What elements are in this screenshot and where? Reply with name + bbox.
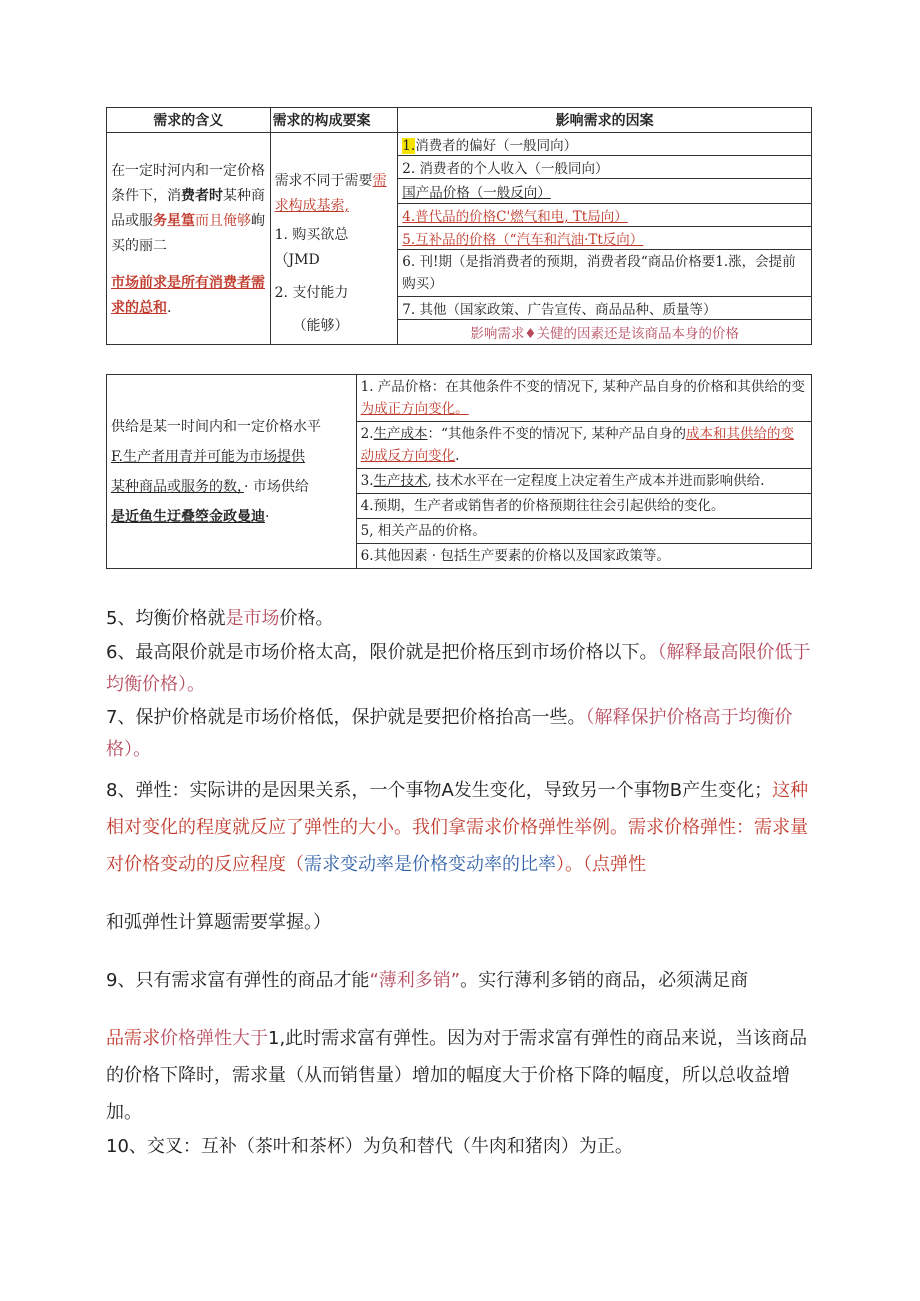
paragraph-9-cont xyxy=(106,1020,818,1131)
supply-num: 3. xyxy=(360,473,374,489)
factor-row: 4.普代品的价格C'燃气和电, Tt局向） xyxy=(398,204,812,227)
supply-factor-row: 5, 相关产品的价格。 xyxy=(356,519,811,544)
supply-table xyxy=(106,374,812,569)
header-meaning: 需求的含义 xyxy=(107,108,271,133)
factor-row: 6. 刊!期（是指消费者的预期，消费者段“商品价格要1.涨，会提前购买） xyxy=(398,250,812,297)
p5-red: 是市场 xyxy=(225,608,280,629)
factor-row xyxy=(398,133,812,156)
factor-row: 5.互补品的价格（“汽车和汽油·Tt反向） xyxy=(398,227,812,250)
paragraph-7 xyxy=(106,702,818,766)
p8-red-2: ）。（点弹性 xyxy=(556,854,646,875)
p9-rose: 价格弹性大于 xyxy=(160,1028,268,1049)
p9-quote: “薄利多销” xyxy=(369,970,461,991)
paragraph-8-cont: 和弧弹性计算题需要掌握。） xyxy=(106,912,331,933)
demand-meaning-cell xyxy=(107,133,271,345)
demand-components-cell xyxy=(270,133,398,345)
p9-text: 9、只有需求富有弹性的商品才能 xyxy=(106,970,370,991)
meaning-bold: 费者时 xyxy=(181,187,223,204)
supply-red: 为成正方向变化。 xyxy=(360,401,469,417)
supply-factor-row: 4.预期，生产者或销售者的价格预期往往会引起供给的变化。 xyxy=(356,494,811,519)
supply-line-1: 供给是某一时间内和一定价格水平 xyxy=(111,418,321,435)
supply-definition-cell xyxy=(107,375,357,569)
period: . xyxy=(167,299,172,316)
factor-num: 1. xyxy=(402,138,416,154)
p8-red: 这种相对变化的程度就反应了弹性的大小。我们拿需求价格弹性举例。需求价格弹性：需求量对价格变动的反应程度（ xyxy=(106,780,809,875)
supply-line-3b: · 市场供给 xyxy=(244,478,309,495)
supply-underlined: 生产技术 xyxy=(373,473,428,489)
component-item-2: 2. 支付能力 xyxy=(274,285,349,301)
supply-factor-row xyxy=(356,422,811,469)
supply-factor-row xyxy=(356,375,811,422)
paragraph-5 xyxy=(106,603,818,635)
meaning-red-bold: 务星篁 xyxy=(153,212,195,229)
p5-text-2: 价格。 xyxy=(279,608,334,629)
meaning-text-2: 某种商品或服 xyxy=(111,187,265,229)
p8-text: 8、弹性：实际讲的是因果关系，一个事物A发生变化，导致另一个事物B产生变化； xyxy=(106,780,773,801)
supply-text: ：“其他条件不变的情况下, 某种产品自身的 xyxy=(427,426,687,442)
meaning-text: 在一定时河内和一定价格条件下，消 xyxy=(111,162,265,204)
demand-table xyxy=(106,107,812,345)
header-factors: 影响需求的因案 xyxy=(398,108,812,133)
supply-num: 2. xyxy=(360,426,374,442)
supply-line-3: 某种商品或服务的数， xyxy=(111,478,244,495)
supply-underlined: 生产成本 xyxy=(373,426,428,442)
meaning-red: 而且俺够 xyxy=(195,212,251,229)
p9-red: 品需求 xyxy=(106,1028,160,1049)
p6-note: （解释最高限价低于均衡价格）。 xyxy=(106,642,811,695)
header-components: 需求的构成要案 xyxy=(270,108,398,133)
paragraph-9 xyxy=(106,965,818,997)
p8-blue: 需求变动率是价格变动率的比率 xyxy=(304,854,556,875)
market-demand-text: 市场前求是所有消费者需求的总和 xyxy=(111,274,265,316)
p6-text: 6、最高限价就是市场价格太高，限价就是把价格压到市场价格以下。 xyxy=(106,642,658,663)
supply-line-2: F.生产者用青并可能为市场提供 xyxy=(111,448,305,465)
factor-text: 消费者的偏好（一般同向） xyxy=(415,138,578,154)
p9-text-2: 。实行薄利多销的商品，必须满足商 xyxy=(460,970,749,991)
p5-text: 5、均衡价格就 xyxy=(106,608,226,629)
p9-text-3: 1,此时需求富有弹性。因为对于需求富有弹性的商品来说，当该商品的价格下降时，需求量（从而销售量）增加的幅度大于价格下降的幅度，所以总收益增加。 xyxy=(106,1028,808,1123)
components-intro: 需求不同于需要 xyxy=(274,173,373,189)
component-item-1: 1. 购买欲总（JMD xyxy=(274,227,349,268)
p7-note: （解释保护价格高于均衡价格）。 xyxy=(106,707,793,760)
factor-row-key: 影响需求♦关健的因素还是该商品本身的价格 xyxy=(398,320,812,345)
supply-text: , 技术水平在一定程度上决定着生产成本并进而影响供给. xyxy=(427,473,765,489)
components-red: 需求构成基索, xyxy=(274,173,387,214)
factor-row: 7. 其他（国家政策、广告宣传、商品品种、质量等） xyxy=(398,297,812,320)
p7-text: 7、保护价格就是市场价格低，保护就是要把价格抬高一些。 xyxy=(106,707,586,728)
component-item-2-note: （能够） xyxy=(292,318,349,334)
meaning-text-3: 峋买的丽二 xyxy=(111,212,265,254)
supply-factor-row: 6.其他因素 · 包括生产要素的价格以及国家政策等。 xyxy=(356,544,811,569)
supply-line-4b: · xyxy=(265,508,270,525)
factor-row: 国产品价格（一般反向） xyxy=(398,179,812,204)
supply-factor-row xyxy=(356,469,811,494)
supply-period: . xyxy=(455,448,460,464)
supply-text: 1. 产品价格：在其他条件不变的情况下, 某种产品自身的价格和其供给的变 xyxy=(360,379,805,395)
paragraph-6 xyxy=(106,637,818,701)
paragraph-10: 10、交叉：互补（茶叶和茶杯）为负和替代（牛肉和猪肉）为正。 xyxy=(106,1136,633,1157)
supply-red: 成本和其供给的变动成反方向变化 xyxy=(360,426,795,464)
paragraph-8 xyxy=(106,772,818,883)
supply-line-4: 是近鱼生迂叠箜金政曼迪 xyxy=(111,508,265,525)
factor-row: 2. 消费者的个人收入（一般同向） xyxy=(398,156,812,179)
